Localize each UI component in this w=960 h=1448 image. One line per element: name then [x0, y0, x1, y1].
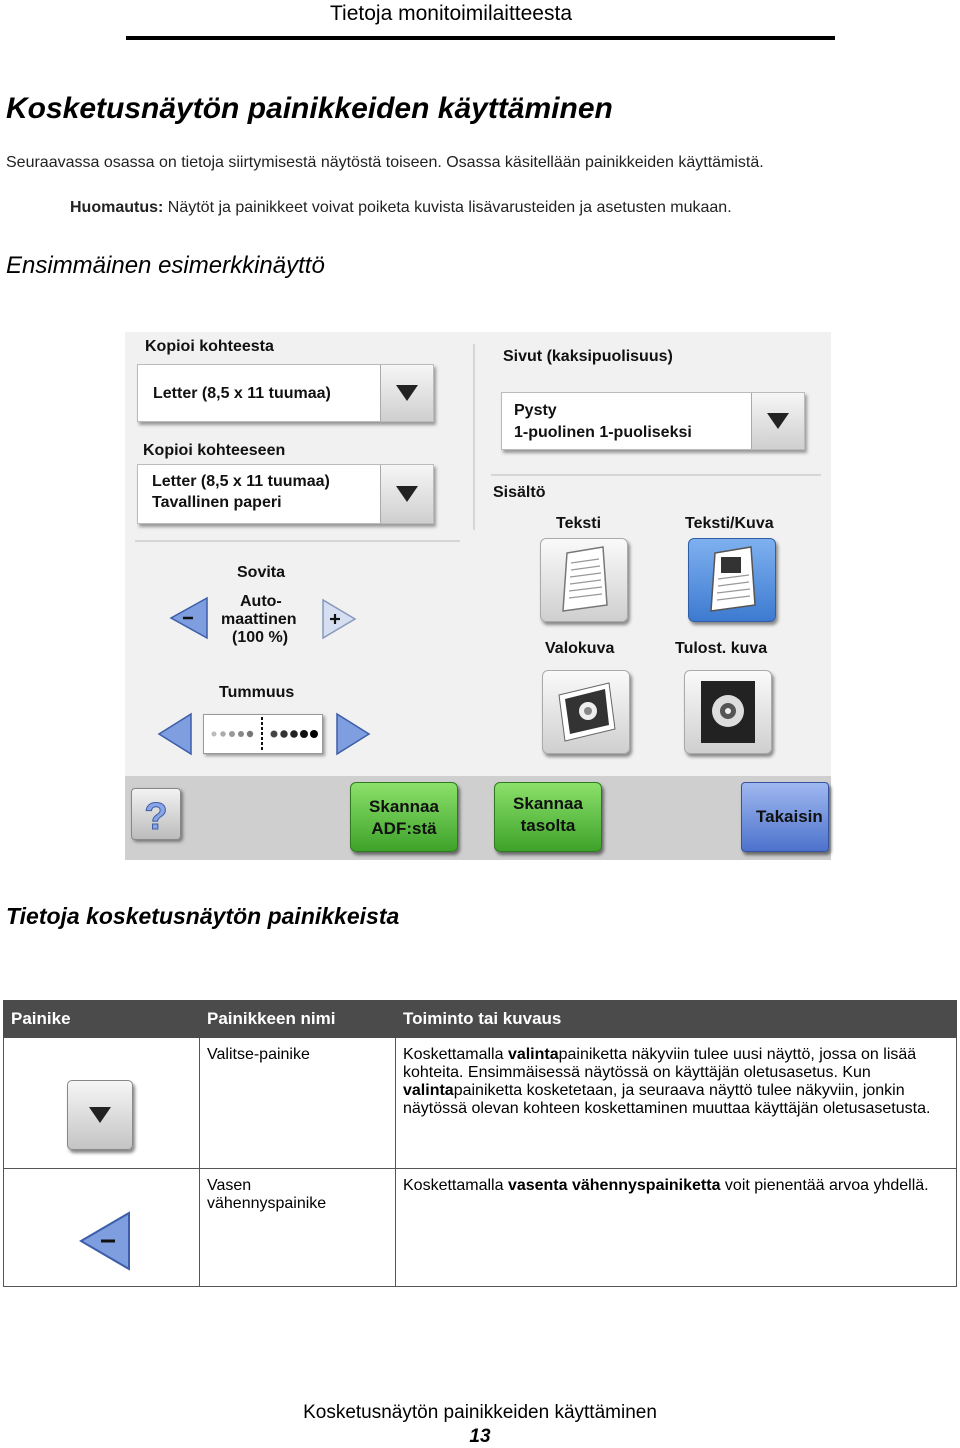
desc-text: voit pienentää arvoa yhdellä. [720, 1177, 929, 1194]
divider [473, 344, 475, 530]
scale-label: Sovita [237, 564, 286, 581]
chevron-down-icon [396, 385, 418, 401]
copy-to-select-button[interactable] [380, 465, 433, 523]
left-decrease-button-image [77, 1211, 133, 1273]
darkness-scale-icon [204, 715, 322, 753]
scale-decrease-button[interactable] [169, 596, 209, 640]
header-rule [126, 36, 835, 40]
content-text-button[interactable] [540, 538, 628, 622]
content-printed-image-button[interactable] [684, 670, 772, 754]
touch-screen [125, 332, 831, 860]
copy-from-dropdown[interactable] [137, 364, 434, 422]
scan-adf-button[interactable] [350, 782, 458, 852]
content-text-label: Teksti [556, 515, 602, 532]
table-row [4, 1169, 957, 1287]
intro-text: Seuraavassa osassa on tietoja siirtymisestä näytöstä toiseen. Osassa käsitellään painikkeiden käyttämistä. [6, 154, 764, 171]
text-document-icon [541, 539, 627, 621]
copy-to-value-1: Letter (8,5 x 11 tuumaa) [152, 473, 330, 490]
scan-flatbed-button[interactable] [494, 782, 602, 852]
sides-value-1: Pysty [514, 402, 557, 419]
footer-title: Kosketusnäytön painikkeiden käyttäminen [303, 1402, 657, 1423]
desc-text: Koskettamalla [403, 1046, 508, 1063]
scan-flatbed-label-1: Skannaa [513, 794, 583, 813]
chevron-down-icon [767, 413, 789, 429]
bottom-bar [125, 776, 831, 860]
button-name-cell [200, 1169, 396, 1287]
scan-flatbed-label-2: tasolta [520, 816, 576, 835]
button-name-cell: Valitse-painike [200, 1038, 396, 1169]
column-header: Toiminto tai kuvaus [396, 1001, 957, 1038]
column-header: Painike [4, 1001, 200, 1038]
content-printed-label: Tulost. kuva [675, 640, 768, 657]
note [70, 199, 732, 217]
page-number: 13 [469, 1426, 491, 1447]
desc-text: painiketta näkyviin tulee uusi näyttö, jossa on lisää kohteita. Ensimmäisessä näytössä on käyttäjän oletusasetus. Kun [403, 1046, 917, 1081]
scale-increase-button[interactable] [321, 598, 357, 640]
text-photo-document-icon [689, 539, 775, 621]
note-label: Huomautus: [70, 199, 164, 216]
button-image-cell [4, 1038, 200, 1169]
header-title: Tietoja monitoimilaitteesta [330, 2, 572, 25]
example-title: Ensimmäinen esimerkkinäyttö [6, 252, 325, 279]
scale-value-2: maattinen [221, 611, 297, 628]
column-header: Painikkeen nimi [200, 1001, 396, 1038]
note-text: Näytöt ja painikkeet voivat poiketa kuvista lisävarusteiden ja asetusten mukaan. [167, 199, 732, 216]
button-name-line: Vasen [207, 1177, 252, 1194]
button-description-cell [396, 1038, 957, 1169]
section-title: Kosketusnäytön painikkeiden käyttäminen [6, 92, 613, 125]
content-text-photo-label: Teksti/Kuva [685, 515, 774, 532]
copy-to-label: Kopioi kohteeseen [143, 442, 286, 459]
darkness-slider[interactable] [203, 714, 323, 754]
select-button-image [67, 1080, 133, 1150]
scan-adf-label-1: Skannaa [369, 797, 439, 816]
desc-text: painiketta kosketetaan, ja seuraava näyttö tulee näkyviin, jonkin näytössä olevan kohteen koskettaminen muuttaa käyttäjän oletusasetusta. [403, 1082, 931, 1117]
desc-bold: valinta [403, 1082, 454, 1099]
copy-to-dropdown[interactable] [137, 464, 434, 524]
scan-adf-label-2: ADF:stä [371, 819, 437, 838]
desc-bold: vasenta vähennyspainiketta [507, 1177, 721, 1194]
table-header-row [4, 1001, 957, 1038]
buttons-table [3, 1000, 957, 1287]
content-text-photo-button[interactable] [688, 538, 776, 622]
sides-label: Sivut (kaksipuolisuus) [503, 348, 673, 365]
table-row [4, 1038, 957, 1169]
scale-value-1: Auto- [240, 593, 282, 610]
desc-bold: valinta [507, 1046, 559, 1063]
darkness-increase-button[interactable] [333, 712, 373, 756]
content-photo-label: Valokuva [545, 640, 615, 657]
buttons-section-title: Tietoja kosketusnäytön painikkeista [6, 903, 400, 929]
desc-text: Koskettamalla [403, 1177, 508, 1194]
sides-value-2: 1-puolinen 1-puoliseksi [514, 424, 692, 441]
back-label: Takaisin [756, 807, 823, 826]
chevron-down-icon [396, 486, 418, 502]
copy-from-label: Kopioi kohteesta [145, 338, 274, 355]
button-name-line: vähennyspainike [207, 1195, 327, 1212]
copy-from-value: Letter (8,5 x 11 tuumaa) [153, 385, 331, 402]
darkness-decrease-button[interactable] [155, 712, 195, 756]
back-button[interactable] [741, 782, 829, 852]
content-photo-button[interactable] [542, 670, 630, 754]
divider [135, 540, 460, 542]
divider [491, 474, 821, 476]
svg-text:?: ? [144, 796, 168, 838]
sides-select-button[interactable] [751, 393, 804, 449]
printed-image-icon [685, 671, 771, 753]
button-image-cell [4, 1169, 200, 1287]
chevron-down-icon [89, 1107, 111, 1123]
copy-from-select-button[interactable] [380, 365, 433, 421]
button-description-cell [396, 1169, 957, 1287]
scale-value-3: (100 %) [232, 629, 289, 646]
question-mark-icon [132, 789, 180, 839]
help-button[interactable] [131, 788, 181, 840]
content-label: Sisältö [493, 484, 546, 501]
copy-to-value-2: Tavallinen paperi [152, 494, 282, 511]
photo-icon [543, 671, 629, 753]
sides-dropdown[interactable] [501, 392, 805, 450]
darkness-label: Tummuus [219, 684, 295, 701]
